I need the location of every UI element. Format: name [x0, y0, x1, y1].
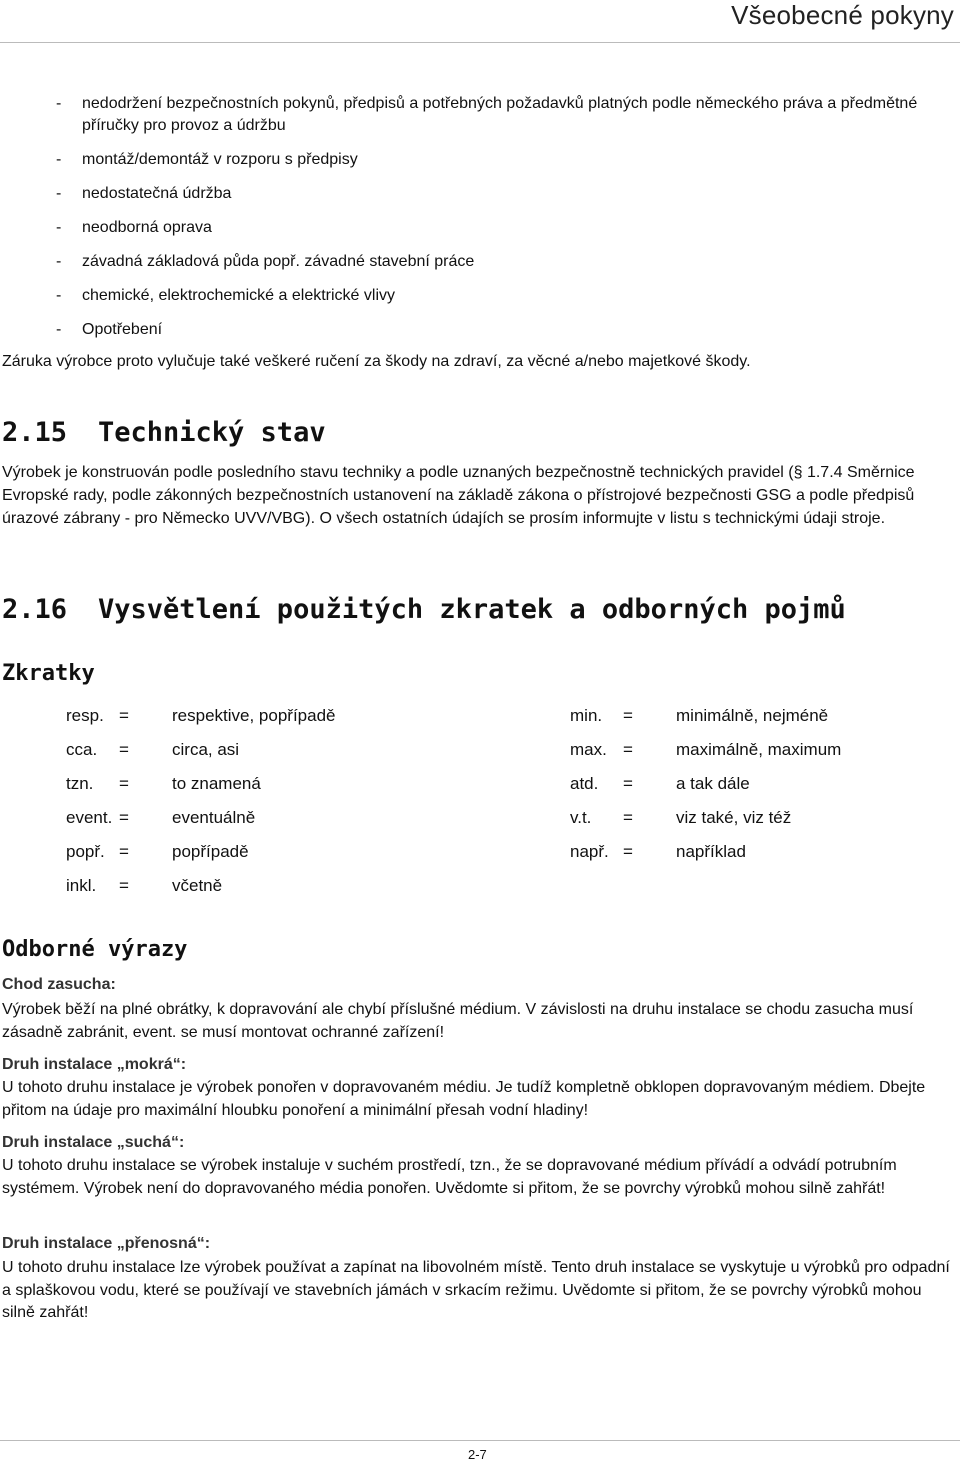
list-dash: -: [56, 253, 62, 270]
abbreviation: např.: [570, 842, 609, 861]
equals-sign: =: [119, 842, 129, 861]
abbreviation-meaning: minimálně, nejméně: [676, 706, 829, 725]
equals-sign: =: [623, 706, 633, 725]
abbreviation: inkl.: [66, 876, 97, 895]
abbreviation-meaning: respektive, popřípadě: [172, 706, 336, 725]
technical-terms-heading: Odborné výrazy: [2, 937, 188, 962]
equals-sign: =: [623, 842, 633, 861]
term-label: Druh instalace „přenosná“:: [2, 1235, 211, 1252]
list-item-text: neodborná oprava: [82, 219, 212, 236]
section-heading-technical-state: [2, 417, 326, 448]
list-item: [56, 217, 956, 239]
list-item-text: montáž/demontáž v rozporu s předpisy: [82, 151, 358, 168]
equals-sign: =: [623, 774, 633, 793]
technical-state-paragraph: Výrobek je konstruován podle posledního stavu techniky a podle uznaných bezpečnostně technických pravidel (§ 1.7.4 Směrnice Evropské rady, podle zákonných bezpečnostních ustanovení na základě zákona o přístrojové bezpečnosti GSG a podle předpisů úrazové zábrany - pro Německo UVV/VBG). O všech ostatních údajích se prosím informujte v listu s technickými údaji stroje.: [2, 464, 915, 527]
abbreviation-meaning: maximálně, maximum: [676, 740, 842, 759]
abbreviation: v.t.: [570, 808, 592, 827]
abbreviation: event.: [66, 808, 113, 827]
list-dash: -: [56, 151, 62, 168]
list-item: [56, 183, 956, 205]
term-description: Výrobek běží na plné obrátky, k dopravování ale chybí příslušné médium. V závislosti na druhu instalace se chodu zasucha musí zásadně zabránit, event. se musí montovat ochranné zařízení!: [2, 1001, 914, 1041]
warranty-paragraph: Záruka výrobce proto vylučuje také veškeré ručení za škody na zdraví, za věcné a/nebo majetkové škody.: [2, 353, 751, 370]
section-title: Vysvětlení použitých zkratek a odborných pojmů: [98, 594, 846, 625]
equals-sign: =: [119, 774, 129, 793]
term-description: U tohoto druhu instalace lze výrobek používat a zapínat na libovolném místě. Tento druh instalace se vyskytuje u výrobků pro odpadní a splaškovou vodu, které se používají ve stavebních jámách v srkacím režimu. Uvědomte si přitom, že se povrchy výrobků mohou silně zahřát!: [2, 1259, 950, 1321]
list-item: [56, 285, 956, 307]
abbreviation-meaning: včetně: [172, 876, 223, 895]
list-dash: -: [56, 321, 62, 338]
term-label: Chod zasucha:: [2, 976, 116, 993]
list-item: [56, 251, 956, 273]
list-dash: -: [56, 185, 62, 202]
list-dash: -: [56, 95, 62, 112]
list-dash: -: [56, 219, 62, 236]
abbreviation-meaning: například: [676, 842, 746, 861]
equals-sign: =: [119, 876, 129, 895]
abbreviation: cca.: [66, 740, 98, 759]
abbreviation-meaning: a tak dále: [676, 774, 750, 793]
term-description: U tohoto druhu instalace se výrobek instaluje v suchém prostředí, tzn., že se dopravované médium přívádí a odvádí potrubním systémem. Výrobek není do dopravovaného média ponořen. Uvědomte si přitom, že se povrchy výrobků mohou silně zahřát!: [2, 1157, 897, 1197]
list-item-text: nedostatečná údržba: [82, 185, 232, 202]
equals-sign: =: [119, 740, 129, 759]
abbreviation: min.: [570, 706, 603, 725]
section-title: Technický stav: [98, 417, 326, 448]
list-item: [56, 319, 956, 341]
abbreviation-meaning: circa, asi: [172, 740, 240, 759]
abbreviation: atd.: [570, 774, 599, 793]
section-number: 2.15: [2, 417, 68, 448]
list-item-text: závadná základová půda popř. závadné stavební práce: [82, 253, 475, 270]
list-item: [56, 93, 956, 137]
list-item-text: nedodržení bezpečnostních pokynů, předpisů a potřebných požadavků platných podle německého práva a předmětné příručky pro provoz a údržbu: [82, 95, 918, 134]
abbreviation-meaning: viz také, viz též: [676, 808, 792, 827]
abbreviation-meaning: eventuálně: [172, 808, 256, 827]
term-description: U tohoto druhu instalace je výrobek ponořen v dopravovaném médiu. Je tudíž kompletně obklopen dopravovaným médiem. Dbejte přitom na údaje pro maximální hloubku ponoření a minimální přesah vodní hladiny!: [2, 1079, 926, 1119]
list-dash: -: [56, 287, 62, 304]
term-label: Druh instalace „suchá“:: [2, 1134, 185, 1151]
page-header-title: Všeobecné pokyny: [731, 0, 954, 30]
page-number: 2-7: [468, 1447, 487, 1462]
abbreviation-meaning: popřípadě: [172, 842, 249, 861]
abbreviation: tzn.: [66, 774, 94, 793]
abbreviation-meaning: to znamená: [172, 774, 261, 793]
list-item-text: chemické, elektrochemické a elektrické vlivy: [82, 287, 395, 304]
list-item: [56, 149, 956, 171]
liability-exclusion-list: [56, 93, 956, 353]
equals-sign: =: [623, 808, 633, 827]
equals-sign: =: [623, 740, 633, 759]
equals-sign: =: [119, 706, 129, 725]
term-label: Druh instalace „mokrá“:: [2, 1056, 187, 1073]
abbreviations-heading: Zkratky: [2, 661, 95, 686]
header-divider: [0, 42, 960, 43]
abbreviation: resp.: [66, 706, 104, 725]
list-item-text: Opotřebení: [82, 321, 163, 338]
equals-sign: =: [119, 808, 129, 827]
footer-divider: [0, 1440, 960, 1441]
section-number: 2.16: [2, 594, 68, 625]
abbreviation: max.: [570, 740, 607, 759]
abbreviation: popř.: [66, 842, 105, 861]
section-heading-abbreviations-terms: [2, 594, 846, 625]
